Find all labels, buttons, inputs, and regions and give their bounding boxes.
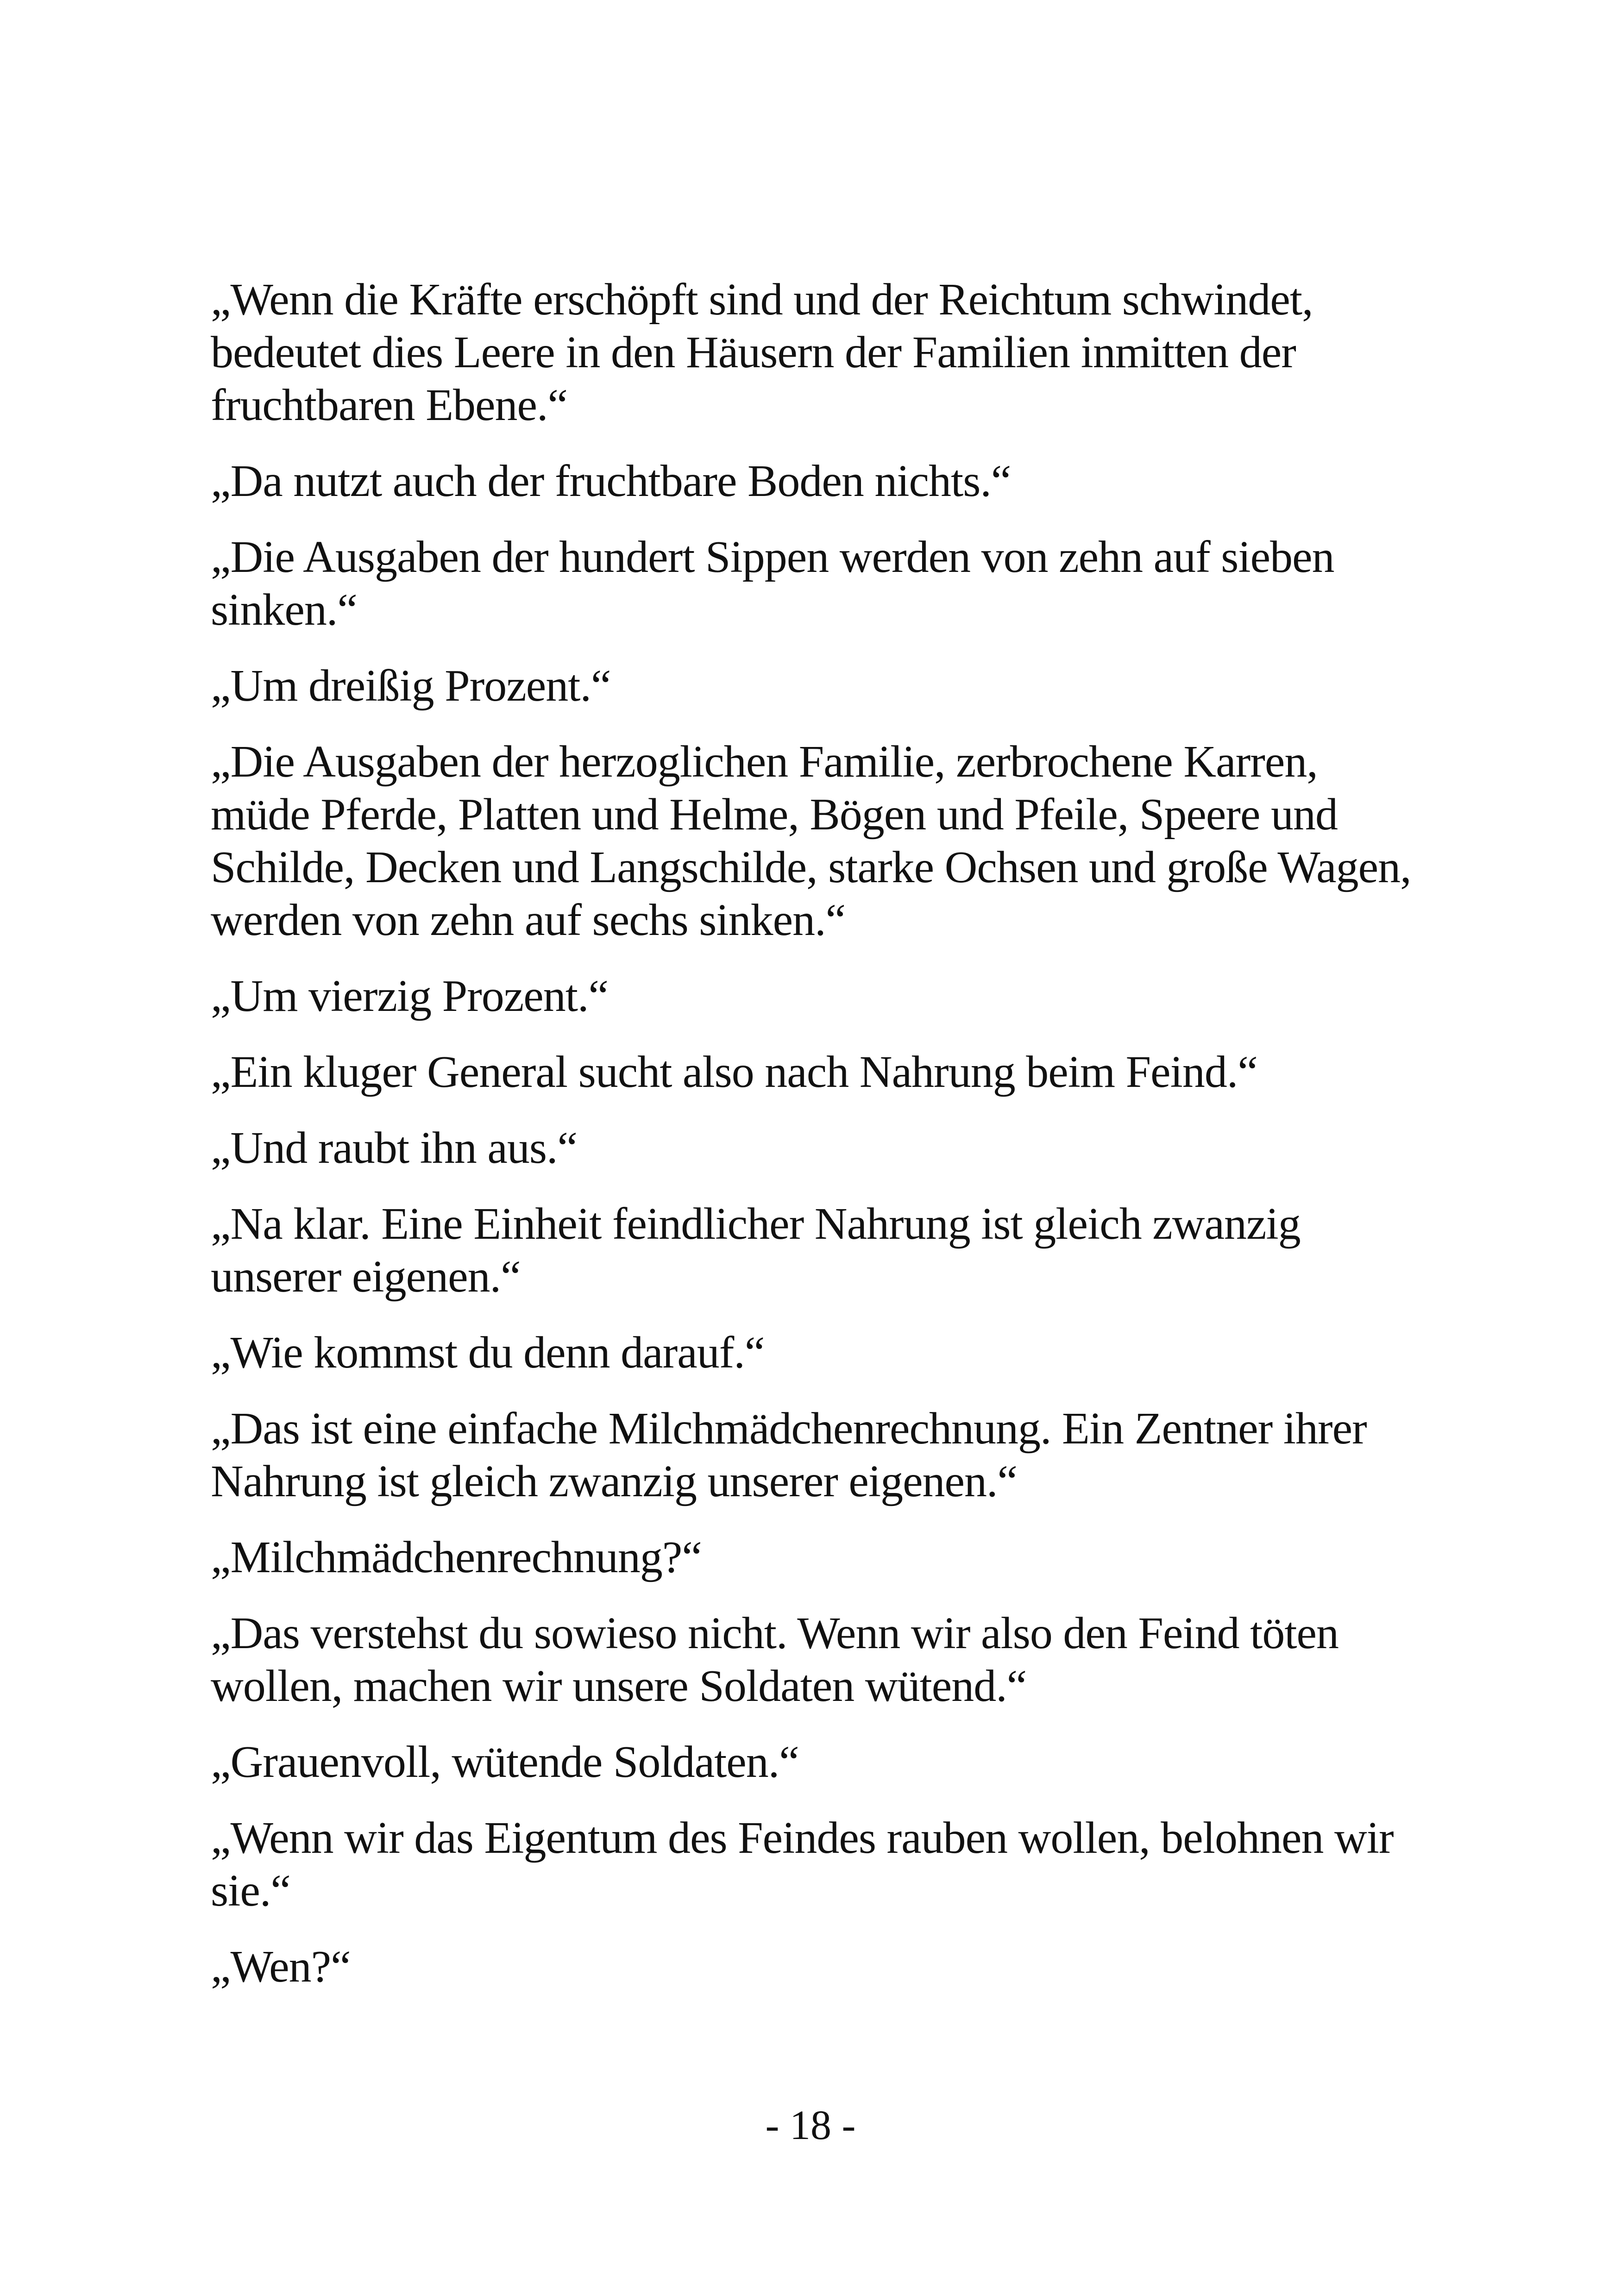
paragraph-9: „Na klar. Eine Einheit feindlicher Nahrung ist gleich zwanzig unserer eigenen.“ (211, 1199, 1301, 1302)
paragraph-5: „Die Ausgaben der herzoglichen Familie, zerbrochene Karren, müde Pferde, Platten und Helme, Bögen und Pfeile, Speere und Schilde, Decken und Langschilde, starke Ochsen und große Wagen, werden von zehn auf sechs sinken.“ (211, 737, 1411, 945)
page-number: - 18 - (765, 2102, 856, 2148)
paragraph-12: „Milchmädchenrechnung?“ (211, 1532, 702, 1582)
paragraph-2: „Da nutzt auch der fruchtbare Boden nichts.“ (211, 456, 1011, 506)
paragraph-6: „Um vierzig Prozent.“ (211, 971, 608, 1021)
paragraph-1: „Wenn die Kräfte erschöpft sind und der Reichtum schwindet, bedeutet dies Leere in den Häusern der Familien inmitten der fruchtbaren Ebene.“ (211, 275, 1313, 430)
body-text (211, 273, 1420, 2016)
paragraph-7: „Ein kluger General sucht also nach Nahrung beim Feind.“ (211, 1047, 1257, 1097)
paragraph-4: „Um dreißig Prozent.“ (211, 661, 611, 711)
paragraph-16: „Wen?“ (211, 1942, 351, 1992)
paragraph-11: „Das ist eine einfache Milchmädchenrechnung. Ein Zentner ihrer Nahrung ist gleich zwanzig unserer eigenen.“ (211, 1404, 1367, 1506)
paragraph-8: „Und raubt ihn aus.“ (211, 1123, 577, 1173)
paragraph-3: „Die Ausgaben der hundert Sippen werden von zehn auf sieben sinken.“ (211, 532, 1334, 635)
paragraph-15: „Wenn wir das Eigentum des Feindes rauben wollen, belohnen wir sie.“ (211, 1813, 1394, 1916)
paragraph-13: „Das verstehst du sowieso nicht. Wenn wir also den Feind töten wollen, machen wir unsere Soldaten wütend.“ (211, 1608, 1339, 1711)
paragraph-14: „Grauenvoll, wütende Soldaten.“ (211, 1737, 799, 1787)
paragraph-10: „Wie kommst du denn darauf.“ (211, 1328, 765, 1378)
